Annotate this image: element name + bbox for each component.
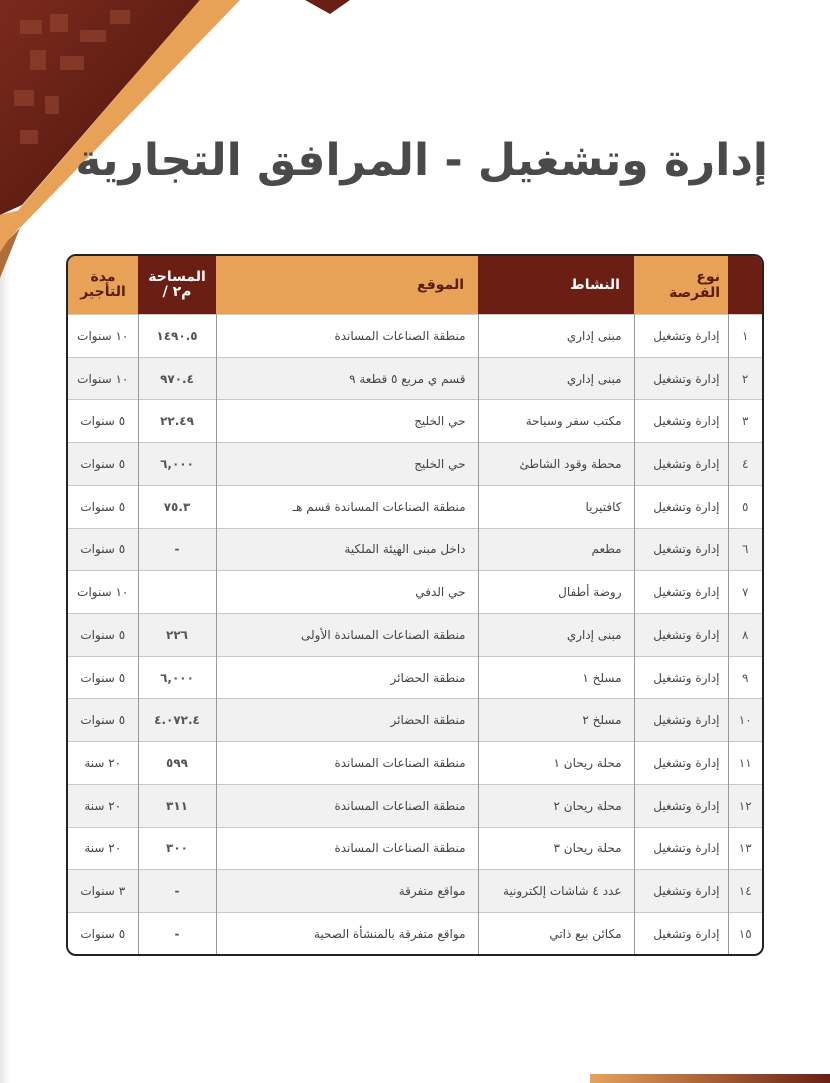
bottom-decorative-stripe [590, 1074, 830, 1083]
row-number: ١٥ [728, 913, 762, 954]
table-row [68, 357, 762, 400]
row-number: ٥ [728, 485, 762, 528]
row-activity: عدد ٤ شاشات إلكترونية [478, 870, 634, 913]
table-row [68, 913, 762, 954]
header-duration-line2: التأجير [80, 284, 126, 300]
row-duration: ٢٠ سنة [68, 742, 138, 785]
header-area-line2: م٢ / [162, 284, 192, 300]
row-number: ٨ [728, 614, 762, 657]
table-row [68, 699, 762, 742]
header-activity: النشاط [478, 256, 634, 315]
row-type: إدارة وتشغيل [634, 400, 728, 443]
table-row [68, 443, 762, 486]
table-row [68, 656, 762, 699]
row-duration: ٣ سنوات [68, 870, 138, 913]
table-row [68, 528, 762, 571]
row-type: إدارة وتشغيل [634, 784, 728, 827]
row-type: إدارة وتشغيل [634, 614, 728, 657]
page-title: إدارة وتشغيل - المرافق التجارية [75, 135, 768, 186]
row-area: ٢٢.٤٩ [138, 400, 216, 443]
row-activity: محلة ريحان ١ [478, 742, 634, 785]
row-area: ٦,٠٠٠ [138, 656, 216, 699]
row-activity: مطعم [478, 528, 634, 571]
row-duration: ٥ سنوات [68, 913, 138, 954]
header-lease-duration [68, 256, 138, 315]
table-row [68, 742, 762, 785]
row-location: منطقة الحضائر [216, 656, 478, 699]
row-number: ١٠ [728, 699, 762, 742]
row-number: ١٢ [728, 784, 762, 827]
table-header-row [68, 256, 762, 315]
row-type: إدارة وتشغيل [634, 571, 728, 614]
row-location: مواقع متفرقة بالمنشأة الصحية [216, 913, 478, 954]
row-type: إدارة وتشغيل [634, 485, 728, 528]
row-activity: روضة أطفال [478, 571, 634, 614]
row-location: مواقع متفرقة [216, 870, 478, 913]
row-location: حي الخليج [216, 443, 478, 486]
row-activity: محطة وقود الشاطئ [478, 443, 634, 486]
row-type: إدارة وتشغيل [634, 315, 728, 358]
row-type: إدارة وتشغيل [634, 357, 728, 400]
row-area: ٦,٠٠٠ [138, 443, 216, 486]
row-location: حي الدفي [216, 571, 478, 614]
row-duration: ١٠ سنوات [68, 571, 138, 614]
row-type: إدارة وتشغيل [634, 913, 728, 954]
row-duration: ١٠ سنوات [68, 315, 138, 358]
row-area [138, 571, 216, 614]
row-activity: مكتب سفر وسياحة [478, 400, 634, 443]
table-row [68, 571, 762, 614]
header-location: الموقع [216, 256, 478, 315]
row-location: قسم ي مربع ٥ قطعة ٩ [216, 357, 478, 400]
row-area: - [138, 528, 216, 571]
row-area: ٣٠٠ [138, 827, 216, 870]
row-area: - [138, 870, 216, 913]
row-type: إدارة وتشغيل [634, 742, 728, 785]
table-row [68, 827, 762, 870]
row-type: إدارة وتشغيل [634, 827, 728, 870]
row-duration: ٥ سنوات [68, 443, 138, 486]
row-duration: ١٠ سنوات [68, 357, 138, 400]
row-number: ٩ [728, 656, 762, 699]
row-area: ١٤٩٠.٥ [138, 315, 216, 358]
row-area: ٩٧٠.٤ [138, 357, 216, 400]
row-location: منطقة الحضائر [216, 699, 478, 742]
row-area: ٤.٠٧٢.٤ [138, 699, 216, 742]
row-number: ٦ [728, 528, 762, 571]
row-location: منطقة الصناعات المساندة [216, 827, 478, 870]
table-row [68, 315, 762, 358]
header-opportunity-type: نوع الفرصة [634, 256, 728, 315]
row-activity: مكائن بيع ذاتي [478, 913, 634, 954]
row-activity: مبنى إداري [478, 315, 634, 358]
row-location: منطقة الصناعات المساندة [216, 784, 478, 827]
table-row [68, 485, 762, 528]
header-duration-line1: مدة [90, 268, 116, 285]
row-activity: مبنى إداري [478, 614, 634, 657]
header-number [728, 256, 762, 315]
row-activity: مبنى إداري [478, 357, 634, 400]
row-location: داخل مبنى الهيئة الملكية [216, 528, 478, 571]
row-area: ٣١١ [138, 784, 216, 827]
table-row [68, 400, 762, 443]
row-number: ١١ [728, 742, 762, 785]
row-type: إدارة وتشغيل [634, 870, 728, 913]
row-type: إدارة وتشغيل [634, 528, 728, 571]
row-location: منطقة الصناعات المساندة الأولى [216, 614, 478, 657]
row-location: منطقة الصناعات المساندة [216, 742, 478, 785]
row-area: ٥٩٩ [138, 742, 216, 785]
header-area [138, 256, 216, 315]
row-activity: مسلخ ١ [478, 656, 634, 699]
row-duration: ٥ سنوات [68, 699, 138, 742]
row-number: ٧ [728, 571, 762, 614]
row-duration: ٥ سنوات [68, 400, 138, 443]
row-duration: ٥ سنوات [68, 614, 138, 657]
row-activity: محلة ريحان ٢ [478, 784, 634, 827]
opportunities-table [66, 254, 764, 956]
row-location: حي الخليج [216, 400, 478, 443]
row-number: ٤ [728, 443, 762, 486]
row-number: ٣ [728, 400, 762, 443]
row-duration: ٢٠ سنة [68, 784, 138, 827]
row-type: إدارة وتشغيل [634, 656, 728, 699]
row-duration: ٥ سنوات [68, 528, 138, 571]
row-number: ١٣ [728, 827, 762, 870]
table-row [68, 870, 762, 913]
row-number: ١ [728, 315, 762, 358]
row-location: منطقة الصناعات المساندة قسم هـ [216, 485, 478, 528]
row-type: إدارة وتشغيل [634, 699, 728, 742]
row-activity: مسلخ ٢ [478, 699, 634, 742]
table-row [68, 614, 762, 657]
row-duration: ٥ سنوات [68, 656, 138, 699]
row-location: منطقة الصناعات المساندة [216, 315, 478, 358]
row-area: - [138, 913, 216, 954]
row-activity: كافتيريا [478, 485, 634, 528]
row-duration: ٥ سنوات [68, 485, 138, 528]
row-area: ٧٥.٣ [138, 485, 216, 528]
row-number: ١٤ [728, 870, 762, 913]
row-activity: محلة ريحان ٣ [478, 827, 634, 870]
header-area-line1: المساحة [148, 268, 206, 285]
row-area: ٢٢٦ [138, 614, 216, 657]
row-duration: ٢٠ سنة [68, 827, 138, 870]
row-type: إدارة وتشغيل [634, 443, 728, 486]
table-row [68, 784, 762, 827]
row-number: ٢ [728, 357, 762, 400]
